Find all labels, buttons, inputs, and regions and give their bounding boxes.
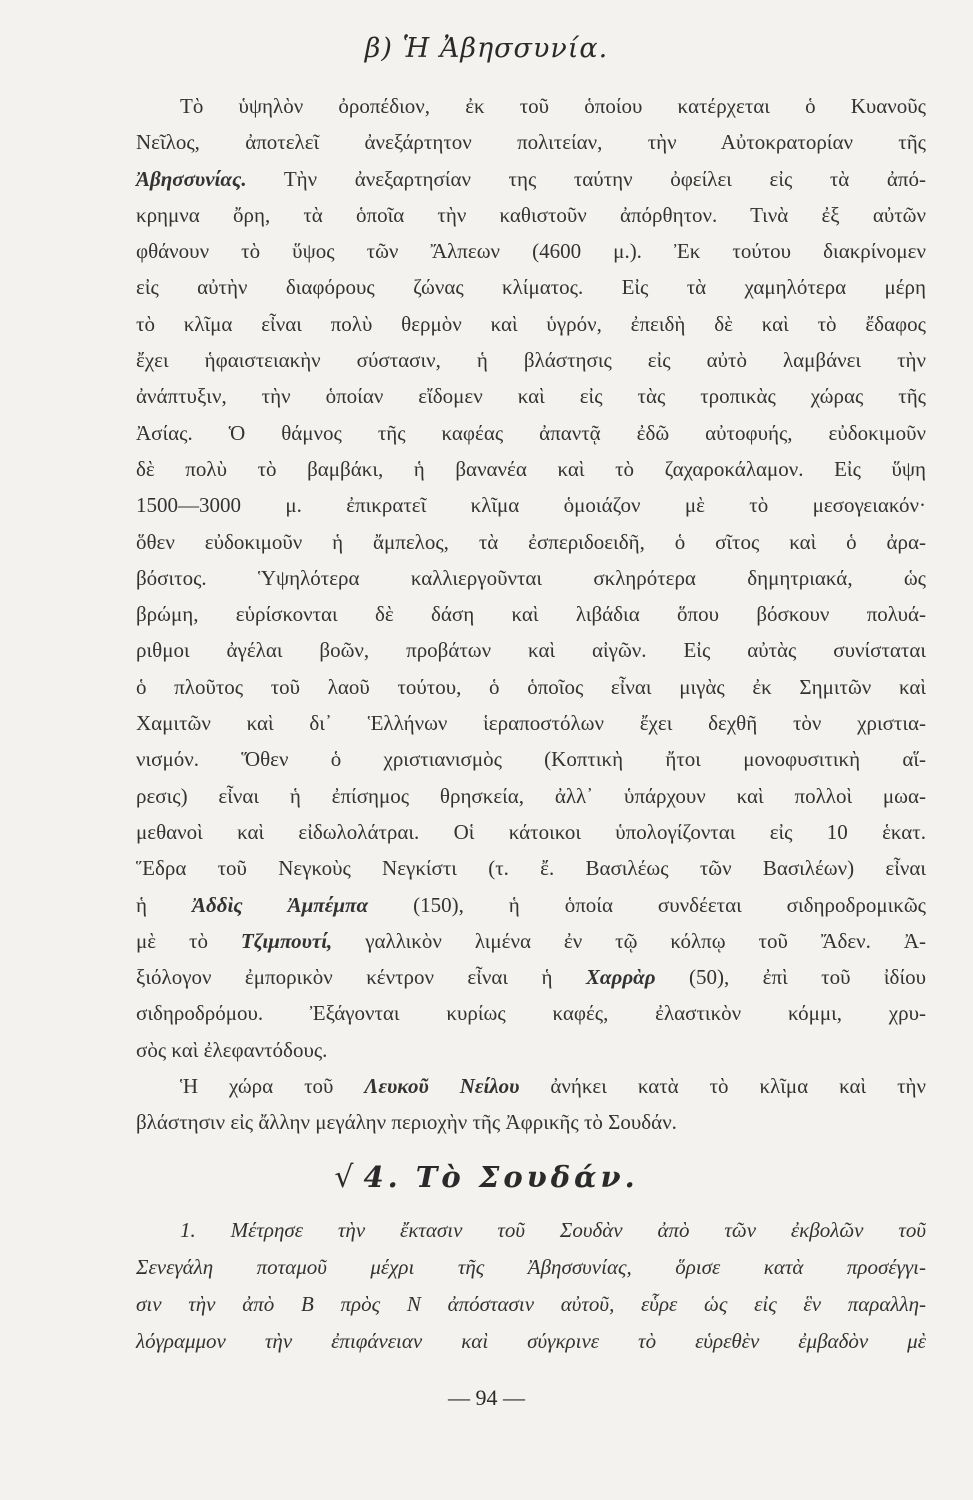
text-line: Ἕδρα τοῦ Νεγκοὺς Νεγκίστι (τ. ἔ. Βασιλέως τῶν Βασιλέων) εἶναι (136, 856, 926, 881)
text-line: λόγραμμον τὴν ἐπιφάνειαν καὶ σύγκρινε τὸ εὑρεθὲν ἐμβαδὸν μὲ (136, 1329, 926, 1353)
text-line: ὁ πλοῦτος τοῦ λαοῦ τούτου, ὁ ὁποῖος εἶναι μιγὰς ἐκ Σημιτῶν καὶ (136, 674, 926, 699)
section-heading: β) Ἡ Ἀβησσυνία. (364, 33, 609, 64)
bold-term-abyssinia: Ἀβησσυνίας. (136, 166, 247, 191)
bold-term-djibouti: Τζιμπουτί, (240, 928, 333, 953)
text-line: Σενεγάλη ποταμοῦ μέχρι τῆς Ἀβησσυνίας, ὅρισε κατὰ προσέγγι- (136, 1255, 926, 1279)
text-line: Ἀβησσυνίας. Τὴν ἀνεξαρτησίαν της ταύτην ὀφείλει εἰς τὰ ἀπό- (136, 166, 926, 191)
text-line: βλάστησιν εἰς ἄλλην μεγάλην περιοχὴν τῆς Ἀφρικῆς τὸ Σουδάν. (136, 1110, 677, 1135)
text-line: ὅθεν εὐδοκιμοῦν ἡ ἄμπελος, τὰ ἐσπεριδοειδῆ, ὁ σῖτος καὶ ὁ ἀρα- (136, 529, 926, 554)
text-line: Ἀσίας. Ὁ θάμνος τῆς καφέας ἀπαντᾷ ἐδῶ αὐτοφυής, εὐδοκιμοῦν (136, 420, 926, 445)
text-line: σιν τὴν ἀπὸ Β πρὸς Ν ἀπόστασιν αὐτοῦ, εὗρε ὡς εἰς ἓν παραλλη- (136, 1292, 926, 1316)
chapter-title (0, 1160, 973, 1195)
text-line: 1500—3000 μ. ἐπικρατεῖ κλῖμα ὁμοιάζον μὲ τὸ μεσογειακόν· (136, 493, 926, 518)
text-line: φθάνουν τὸ ὕψος τῶν Ἄλπεων (4600 μ.). Ἐκ τούτου διακρίνομεν (136, 239, 926, 264)
text-line: ἔχει ἡφαιστειακὴν σύστασιν, ἡ βλάστησις εἰς αὐτὸ λαμβάνει τὴν (136, 348, 926, 373)
text-line: ἡ Ἀδδὶς Ἀμπέμπα (150), ἡ ὁποία συνδέεται σιδηροδρομικῶς (136, 892, 927, 917)
chapter-title-text: 4. Τὸ Σουδάν. (363, 1160, 639, 1194)
bold-term-harar: Χαρρὰρ (585, 965, 656, 990)
text-line: νισμόν. Ὅθεν ὁ χριστιανισμὸς (Κοπτικὴ ἤτοι μονοφυσιτικὴ αἵ- (136, 747, 926, 772)
text-line: μεθανοὶ καὶ εἰδωλολάτραι. Οἱ κάτοικοι ὑπολογίζονται εἰς 10 ἑκατ. (136, 819, 926, 844)
exercise-text (136, 1212, 926, 1360)
text-line: σὸς καὶ ἐλεφαντόδους. (136, 1037, 328, 1062)
text-line: 1. Μέτρησε τὴν ἔκτασιν τοῦ Σουδὰν ἀπὸ τῶν ἐκβολῶν τοῦ (180, 1218, 926, 1242)
text-line: μὲ τὸ Τζιμπουτί, γαλλικὸν λιμένα ἐν τῷ κόλπῳ τοῦ Ἄδεν. Ἀ- (136, 928, 927, 953)
text-line: Χαμιτῶν καὶ δι᾽ Ἑλλήνων ἱεραποστόλων ἔχει δεχθῆ τὸν χριστια- (136, 711, 926, 736)
paragraph-white-nile (136, 1068, 926, 1141)
text-line: ἀνάπτυξιν, τὴν ὁποίαν εἴδομεν καὶ εἰς τὰς τροπικὰς χώρας τῆς (136, 384, 926, 409)
text-line: βρώμη, εὑρίσκονται δὲ δάση καὶ λιβάδια ὅπου βόσκουν πολυά- (136, 602, 926, 627)
checkmark-icon: √ (334, 1160, 358, 1195)
text-line: Τὸ ὑψηλὸν ὀροπέδιον, ἐκ τοῦ ὁποίου κατέρχεται ὁ Κυανοῦς (180, 94, 926, 118)
page-number: — 94 — (448, 1385, 525, 1410)
paragraph-abyssinia (136, 88, 926, 1068)
bold-term-white-nile: Λευκοῦ Νείλου (364, 1074, 520, 1099)
bold-term-addis-ababa: Ἀδδὶς Ἀμπέμπα (191, 892, 369, 917)
text-line: τὸ κλῖμα εἶναι πολὺ θερμὸν καὶ ὑγρόν, ἐπειδὴ δὲ καὶ τὸ ἔδαφος (136, 311, 926, 336)
text-line: ξιόλογον ἐμπορικὸν κέντρον εἶναι ἡ Χαρρὰρ (50), ἐπὶ τοῦ ἰδίου (136, 965, 926, 990)
text-line: βόσιτος. Ὑψηλότερα καλλιεργοῦνται σκληρότερα δημητριακά, ὡς (136, 565, 926, 590)
text-line: ριθμοι ἀγέλαι βοῶν, προβάτων καὶ αἰγῶν. Εἰς αὐτὰς συνίσταται (136, 638, 926, 663)
text-line: εἰς αὐτὴν διαφόρους ζώνας κλίματος. Εἰς τὰ χαμηλότερα μέρη (136, 275, 926, 300)
text-line: Ἡ χώρα τοῦ Λευκοῦ Νείλου ἀνήκει κατὰ τὸ κλῖμα καὶ τὴν (180, 1074, 927, 1099)
text-line: δὲ πολὺ τὸ βαμβάκι, ἡ βανανέα καὶ τὸ ζαχαροκάλαμον. Εἰς ὕψη (136, 456, 926, 481)
text-line: Νεῖλος, ἀποτελεῖ ἀνεξάρτητον πολιτείαν, τὴν Αὐτοκρατορίαν τῆς (136, 130, 926, 155)
text-line: σιδηροδρόμου. Ἐξάγονται κυρίως καφές, ἐλαστικὸν κόμμι, χρυ- (136, 1001, 926, 1026)
text-line: ρεσις) εἶναι ἡ ἐπίσημος θρησκεία, ἀλλ᾽ ὑπάρχουν καὶ πολλοὶ μωα- (136, 783, 926, 808)
text-line: κρημνα ὄρη, τὰ ὁποῖα τὴν καθιστοῦν ἀπόρθητον. Τινὰ ἐξ αὐτῶν (136, 202, 926, 227)
body-text (136, 88, 926, 1141)
